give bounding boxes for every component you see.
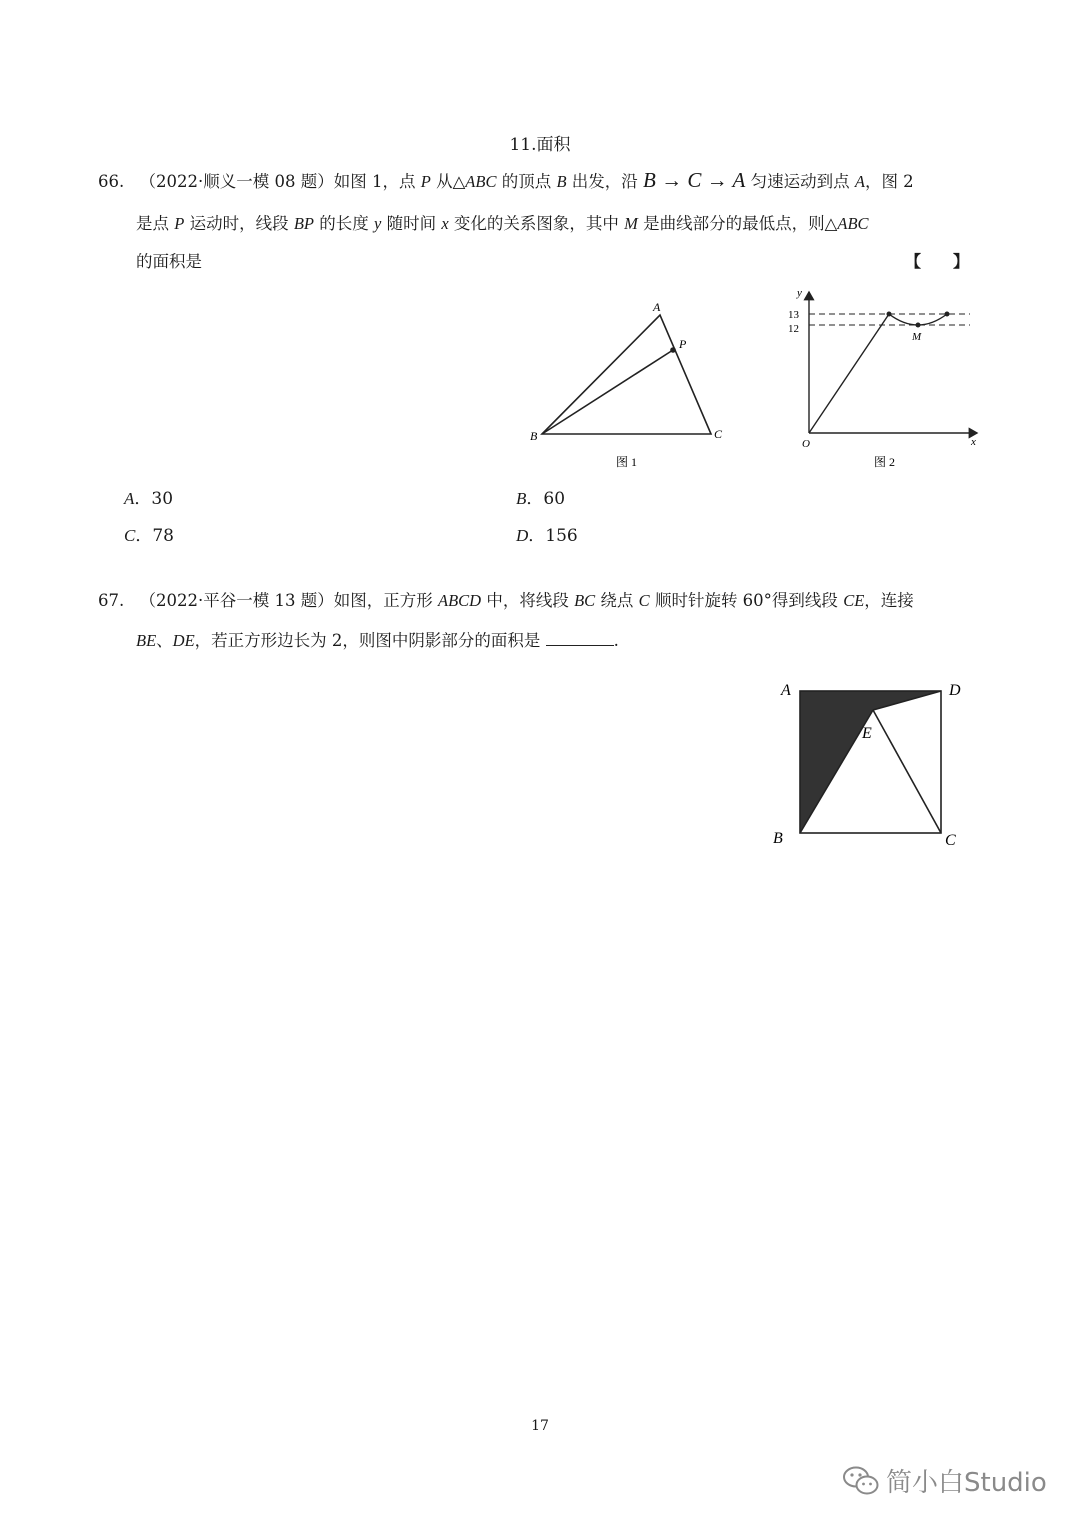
label-a: A: [653, 300, 661, 314]
linear-segment: [809, 314, 889, 433]
q66-text: 是曲线部分的最低点，则△: [643, 214, 838, 233]
label-p: P: [679, 337, 687, 351]
q66-text: ，图 2: [864, 172, 914, 191]
q67-text: 中，将线段: [486, 591, 569, 610]
q66-path-formula: B → C → A: [643, 168, 746, 192]
page-number: 17: [531, 1418, 549, 1434]
question-67-line-2: [136, 630, 619, 651]
label-o: O: [802, 438, 810, 450]
wechat-icon: [842, 1465, 880, 1497]
label-d: D: [949, 682, 961, 699]
label-b: B: [530, 429, 538, 443]
option-value: 60: [543, 489, 566, 509]
label-b: B: [773, 830, 783, 847]
figure-2-caption: 图 2: [874, 455, 896, 469]
figure-2-graph: [780, 282, 985, 477]
label-m: M: [912, 331, 922, 343]
option-d[interactable]: D．156: [516, 526, 578, 546]
q67-text: 绕点: [600, 591, 634, 610]
point-p-dot: [670, 347, 676, 353]
option-value: 30: [151, 489, 174, 509]
question-66-line-3: 的面积是: [136, 252, 202, 271]
q66-text: 运动时，线段: [189, 214, 289, 233]
question-66-line-2: [136, 214, 869, 234]
tick-12: 12: [788, 323, 799, 335]
q66-text: 随时间: [386, 214, 437, 233]
q66-var: B: [556, 172, 567, 191]
option-letter: C: [124, 526, 136, 545]
point-dot: [887, 312, 892, 317]
option-b[interactable]: B．60: [516, 489, 566, 509]
q67-text: .: [613, 631, 619, 650]
option-value: 156: [545, 526, 578, 546]
q66-text: 出发，沿: [571, 172, 638, 191]
q66-var: P: [420, 172, 431, 191]
point-m-dot: [916, 323, 921, 328]
tick-13: 13: [788, 309, 799, 321]
q67-text: 、: [156, 631, 173, 650]
figure-1-triangle: [520, 290, 740, 475]
q67-var: C: [638, 591, 650, 610]
q67-text: ，若正方形边长为 2，则图中阴影部分的面积是: [194, 631, 541, 650]
q67-var: DE: [172, 631, 195, 650]
q66-text: 变化的关系图象，其中: [453, 214, 619, 233]
question-source: （2022·平谷一模 13 题）: [139, 591, 334, 610]
q67-var: CE: [843, 591, 865, 610]
option-letter: D: [516, 526, 529, 545]
triangle-abc: [542, 315, 711, 434]
question-66-line-1: [98, 170, 914, 192]
option-letter: B: [516, 489, 527, 508]
question-number: 67.: [98, 591, 125, 610]
q67-text: ，连接: [864, 591, 914, 610]
question-number: 66.: [98, 172, 125, 191]
answer-blank[interactable]: [546, 630, 614, 646]
q67-var: BC: [574, 591, 596, 610]
label-x: x: [971, 436, 976, 448]
watermark: [842, 1462, 1047, 1499]
q67-var: ABCD: [437, 591, 482, 610]
label-a: A: [781, 682, 791, 699]
q67-text: 如图，正方形: [333, 591, 433, 610]
q66-text: 匀速运动到点: [750, 172, 850, 191]
option-a[interactable]: A．30: [124, 489, 174, 509]
q66-text: 从△: [436, 172, 466, 191]
question-67-line-1: [98, 591, 914, 611]
segment-bp: [542, 350, 673, 434]
q66-text: 的顶点: [501, 172, 552, 191]
q66-var: A: [854, 172, 865, 191]
q67-text: 顺时针旋转 60°得到线段: [654, 591, 838, 610]
label-y: y: [797, 287, 802, 299]
point-dot: [945, 312, 950, 317]
figure-square: [768, 676, 968, 854]
q66-var: ABC: [837, 214, 869, 233]
q66-text: 的长度: [319, 214, 369, 233]
q66-var: x: [441, 214, 449, 233]
shaded-region: [800, 691, 941, 833]
label-c: C: [714, 427, 723, 441]
question-source: （2022·顺义一模 08 题）: [139, 172, 334, 191]
q66-var: ABC: [465, 172, 497, 191]
q66-var: BP: [293, 214, 315, 233]
option-c[interactable]: C．78: [124, 526, 174, 546]
segment-ce: [873, 710, 941, 833]
label-e: E: [862, 725, 872, 742]
q66-var: y: [374, 214, 382, 233]
option-letter: A: [124, 489, 135, 508]
section-title: 11.面积: [509, 135, 571, 155]
answer-bracket: 【 】: [905, 252, 970, 271]
watermark-text: 简小白Studio: [886, 1468, 1047, 1498]
figure-1-caption: 图 1: [616, 455, 638, 469]
label-c: C: [945, 832, 956, 849]
q66-var: M: [624, 214, 638, 233]
q66-text: 如图 1，点: [333, 172, 416, 191]
q67-var: BE: [136, 631, 157, 650]
option-value: 78: [152, 526, 174, 546]
q66-var: P: [174, 214, 185, 233]
q66-text: 是点: [136, 214, 169, 233]
